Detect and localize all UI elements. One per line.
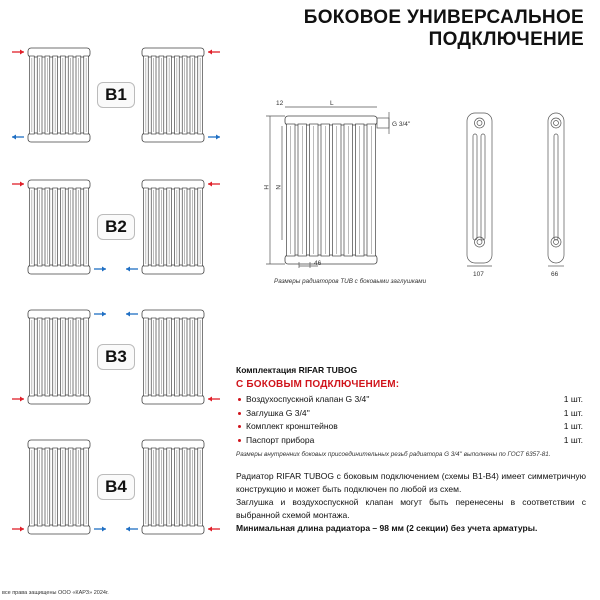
scheme-label: B2 xyxy=(97,214,135,240)
list-item xyxy=(236,407,586,421)
dim-thread: G 3/4'' xyxy=(392,121,411,128)
supply-arrow xyxy=(208,397,220,402)
return-arrow xyxy=(126,527,138,532)
description xyxy=(236,470,586,535)
radiator-front-view xyxy=(285,116,377,264)
return-arrow xyxy=(94,312,106,317)
drawing-caption: Размеры радиаторов TUB с боковыми заглушками xyxy=(274,278,427,285)
dim-depth-3col: 107 xyxy=(473,271,484,278)
description-min-length: Минимальная длина радиатора – 98 мм (2 секции) без учета арматуры. xyxy=(236,523,538,533)
dim-section: 46 xyxy=(314,260,322,267)
kit-subheading: С БОКОВЫМ ПОДКЛЮЧЕНИЕМ: xyxy=(236,379,400,390)
supply-arrow xyxy=(208,527,220,532)
dim-axis: N xyxy=(274,185,281,190)
description-paragraph: Радиатор RIFAR TUBOG с боковым подключением (схемы B1-B4) имеет симметричную конструкцию и может быть подключен по любой из схем. xyxy=(236,471,586,494)
item-name: Воздухоспускной клапан G 3/4'' xyxy=(246,394,370,404)
kit-list xyxy=(236,393,586,447)
description-paragraph: Заглушка и воздухоспускной клапан могут быть перенесены в соответствии с выбранной схемой монтажа. xyxy=(236,497,586,520)
kit-note: Размеры внутренних боковых присоединительных резьб радиатора G 3/4'' выполнены по ГОСТ 6357-81. xyxy=(236,451,551,458)
scheme-label: B3 xyxy=(97,344,135,370)
title-line-2: ПОДКЛЮЧЕНИЕ xyxy=(428,29,584,50)
supply-arrow xyxy=(12,397,24,402)
technical-drawing xyxy=(0,0,600,290)
item-qty: 1 шт. xyxy=(563,434,583,445)
title-line-1: БОКОВОЕ УНИВЕРСАЛЬНОЕ xyxy=(303,7,584,28)
kit-section xyxy=(236,365,586,458)
item-qty: 1 шт. xyxy=(563,407,583,418)
list-item xyxy=(236,420,586,434)
dim-length: L xyxy=(330,100,334,107)
return-arrow xyxy=(94,527,106,532)
dim-depth-2col: 66 xyxy=(551,271,559,278)
item-qty: 1 шт. xyxy=(563,394,583,404)
scheme-label: B4 xyxy=(97,474,135,500)
return-arrow xyxy=(126,312,138,317)
list-item xyxy=(236,434,586,448)
item-name: Паспорт прибора xyxy=(246,434,315,445)
supply-arrow xyxy=(12,527,24,532)
item-name: Комплект кронштейнов xyxy=(246,421,338,431)
copyright: все права защищены ООО «КАРЗ» 2024г. xyxy=(2,590,109,596)
dim-height: H xyxy=(262,185,269,190)
scheme-label: B1 xyxy=(97,82,135,108)
item-qty: 1 шт. xyxy=(563,421,583,431)
kit-heading: Комплектация RIFAR TUBOG xyxy=(236,365,358,375)
list-item xyxy=(236,393,586,407)
dim-offset: 12 xyxy=(276,100,284,107)
item-name: Заглушка G 3/4'' xyxy=(246,407,310,418)
